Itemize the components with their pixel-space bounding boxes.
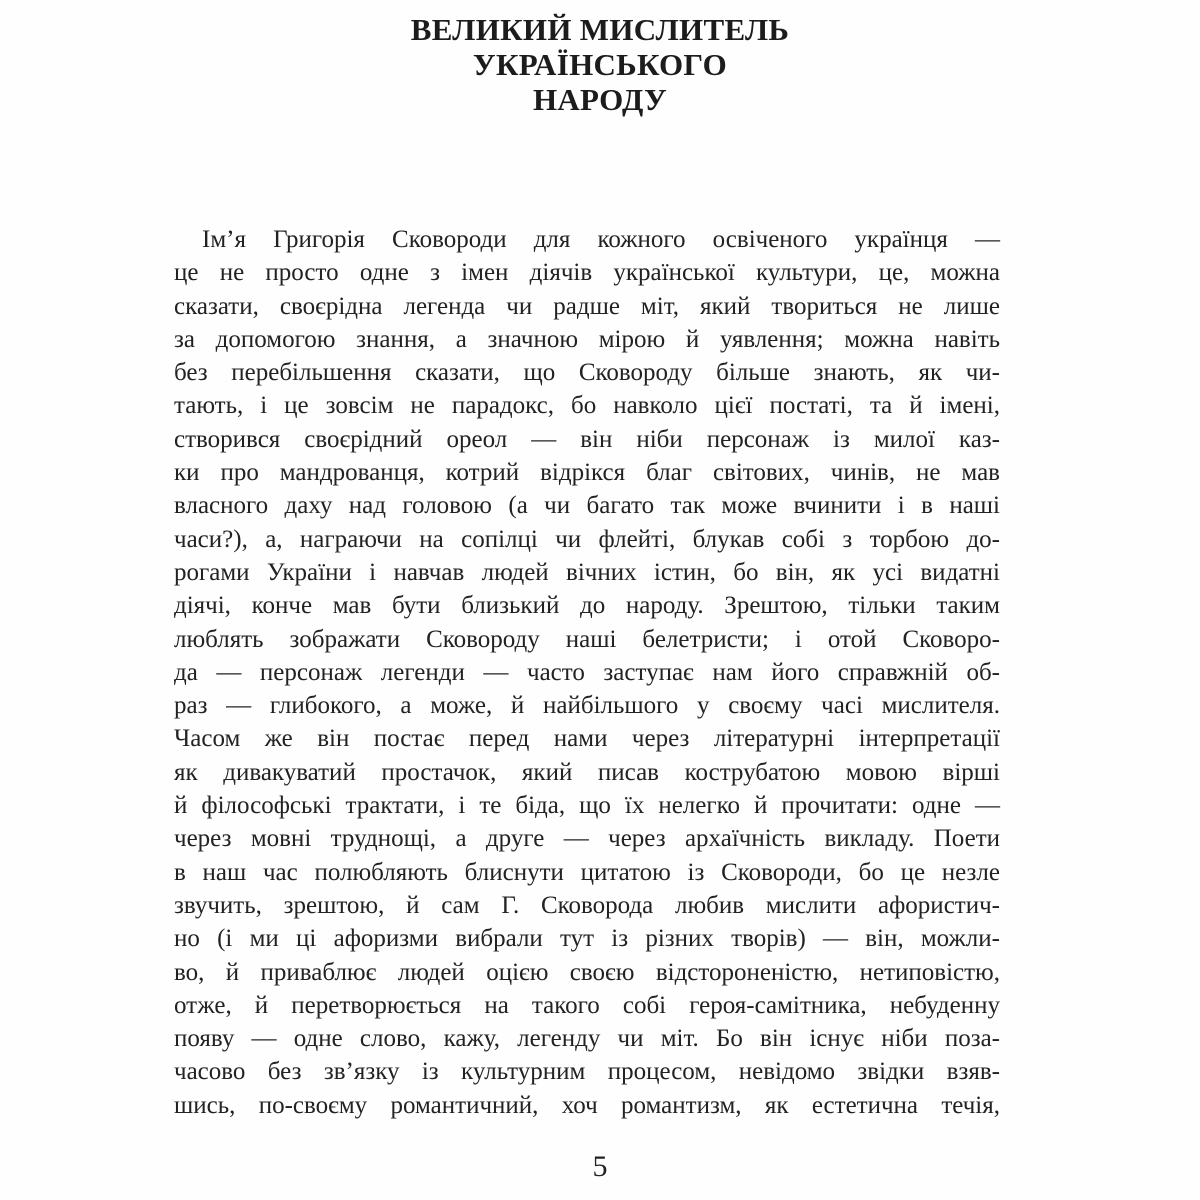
text-line: за допомогою знання, а значною мірою й уявлення; можна навіть: [174, 325, 1000, 353]
text-line: рогами України і навчав людей вічних істин, бо він, як усі видатні: [174, 558, 1000, 586]
text-line: в наш час полюбляють блиснути цитатою із Сковороди, бо це незле: [174, 858, 1000, 886]
text-line: як дивакуватий простачок, який писав кострубатою мовою вірші: [174, 758, 1000, 786]
chapter-title: [0, 12, 1200, 117]
text-line: через мовні труднощі, а друге — через архаїчність викладу. Поети: [174, 825, 1000, 853]
text-line: появу — одне слово, кажу, легенду чи міт. Бо він існує ніби поза-: [174, 1025, 1000, 1053]
text-line: Часом же він постає перед нами через літературні інтерпретації: [174, 725, 1000, 753]
page-number: 5: [592, 1150, 608, 1183]
text-line: но (і ми ці афоризми вибрали тут із різних творів) — він, можли-: [174, 925, 1000, 953]
text-line: Ім’я Григорія Сковороди для кожного освіченого українця —: [202, 226, 1000, 253]
text-line: шись, по-своєму романтичний, хоч романтизм, як естетична течія,: [174, 1091, 1000, 1119]
text-line: ки про мандрованця, котрий відрікся благ світових, чинів, не мав: [174, 459, 1000, 487]
chapter-title-line: ВЕЛИКИЙ МИСЛИТЕЛЬ: [410, 12, 790, 47]
text-line: власного даху над головою (а чи багато так може вчинити і в наші: [174, 492, 1000, 520]
text-line: без перебільшення сказати, що Сковороду більше знають, як чи-: [174, 359, 1000, 387]
text-line: звучить, зрештою, й сам Г. Сковорода любив мислити афористич-: [174, 891, 1000, 919]
chapter-title-line: НАРОДУ: [532, 82, 668, 117]
text-line: да — персонаж легенди — часто заступає нам його справжній об-: [174, 658, 1000, 686]
text-line: тають, і це зовсім не парадокс, бо навколо цієї постаті, та й імені,: [174, 392, 1000, 420]
chapter-title-line: УКРАЇНСЬКОГО: [472, 47, 728, 82]
text-line: створився своєрідний ореол — він ніби персонаж із милої каз-: [174, 425, 1000, 453]
text-line: це не просто одне з імен діячів української культури, це, можна: [174, 259, 1000, 287]
text-line: отже, й перетворюється на такого собі героя-самітника, небуденну: [174, 991, 1000, 1019]
text-line: сказати, своєрідна легенда чи радше міт, який твориться не лише: [174, 292, 1000, 320]
text-line: діячі, конче мав бути близький до народу. Зрештою, тільки таким: [174, 592, 1000, 620]
text-line: часи?), а, награючи на сопілці чи флейті, блукав собі з торбою до-: [174, 525, 1000, 553]
text-line: часово без зв’язку із культурним процесом, невідомо звідки взяв-: [174, 1058, 1000, 1086]
text-line: раз — глибокого, а може, й найбільшого у своєму часі мислителя.: [174, 692, 1000, 720]
text-line: во, й приваблює людей оцією своєю відстороненістю, нетиповістю,: [174, 958, 1000, 986]
text-line: й філософські трактати, і те біда, що їх нелегко й прочитати: одне —: [174, 792, 1000, 820]
body-paragraph: [174, 223, 1000, 1122]
text-line: люблять зображати Сковороду наші белетристи; і отой Сковоро-: [174, 625, 1000, 653]
